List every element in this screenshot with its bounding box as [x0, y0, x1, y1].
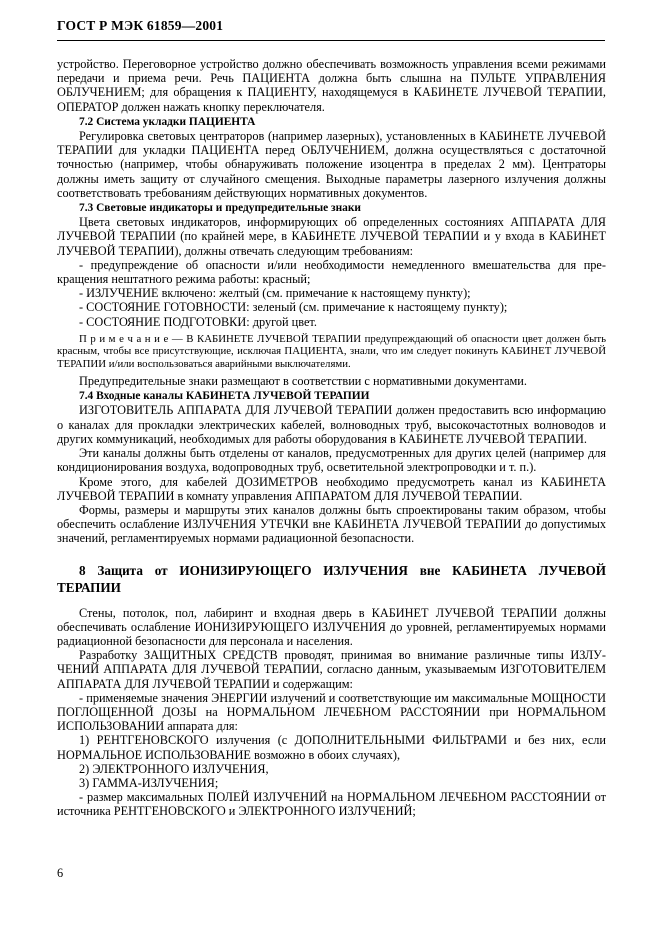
section-heading-7-3: 7.3 Световые индикаторы и предупредительные знаки — [79, 202, 361, 215]
paragraph: устройство. Переговорное устройство должно обеспечивать возможность управления всеми режимами передачи и приема речи. Речь ПАЦИЕНТА должна быть слышна на ПУЛЬТЕ УПРАВЛЕНИЯ ОБЛУЧЕНИЕМ; для обращения к ПАЦИЕНТУ, находящемуся в КАБИНЕТЕ ЛУЧЕВОЙ ТЕРАПИИ, ОПЕРАТОР должен нажать кнопку переключателя. — [57, 57, 606, 114]
paragraph: Стены, потолок, пол, лабиринт и входная дверь в КАБИНЕТ ЛУЧЕВОЙ ТЕРАПИИ должны обеспечивать ослабление ИОНИЗИРУЮЩЕГО ИЗЛУЧЕНИЯ до уровней, регламентируемых нормами радиационной безопасности для персонала и населения. — [57, 605, 606, 648]
list-item: - размер максимальных ПОЛЕЙ ИЗЛУЧЕНИЙ на НОРМАЛЬНОМ ЛЕЧЕБНОМ РАССТОЯНИИ от источника РЕНТГЕНОВСКОГО и ЭЛЕКТРОННОГО ИЗЛУЧЕНИЙ; — [57, 790, 606, 819]
paragraph: Цвета световых индикаторов, информирующих об определенных состояниях АППАРАТА ДЛЯ ЛУЧЕВОЙ ТЕРАПИИ (по крайней мере, в КАБИНЕТЕ ЛУЧЕВОЙ ТЕРАПИИ и у входа в КАБИНЕТ ЛУЧЕВОЙ ТЕРАПИИ), должны отвечать следующим требованиям: — [57, 215, 606, 258]
note-block: П р и м е ч а н и е — В КАБИНЕТЕ ЛУЧЕВОЙ ТЕРАПИИ предупреждающий об опасности цвет должен быть красным, чтобы все присутствующие, исключая ПАЦИЕНТА, знали, что им следует покинуть КАБИНЕТ ЛУЧЕВОЙ ТЕРАПИИ и/или воспользоваться аварийными выключателями. — [57, 332, 606, 370]
list-item: 2) ЭЛЕКТРОННОГО ИЗЛУЧЕНИЯ, — [79, 761, 269, 776]
paragraph: Формы, размеры и маршруты этих каналов должны быть спроектированы таким образом, чтобы обеспечить ослабление ИЗЛУЧЕНИЯ УТЕЧКИ вне КАБИНЕТА ЛУЧЕВОЙ ТЕРАПИИ до допустимых значений, регламентируемых нормами радиационной безопасности. — [57, 502, 606, 546]
header-rule — [57, 40, 605, 41]
paragraph: Регулировка световых центраторов (например лазерных), установленных в КАБИНЕТЕ ЛУЧЕВОЙ ТЕРАПИИ для укладки ПАЦИЕНТА перед ОБЛУЧЕНИЕМ, должна осуществляться с достаточной точностью (например, чтобы обнаруживать положение изоцентра в пределах 2 мм). Центраторы должны иметь защиту от случайного смещения. Выходные параметры лазерного излучения должны соответствовать требованиям действующих нормативных документов. — [57, 129, 606, 200]
section-heading-7-2: 7.2 Система укладки ПАЦИЕНТА — [79, 115, 256, 128]
list-item: 1) РЕНТГЕНОВСКОГО излучения (с ДОПОЛНИТЕЛЬНЫМИ ФИЛЬТРАМИ и без них, если НОРМАЛЬНОЕ ИСПОЛЬЗОВАНИЕ возможно в обоих случаях), — [57, 733, 606, 762]
list-item: 3) ГАММА-ИЗЛУЧЕНИЯ; — [79, 775, 219, 790]
paragraph: ИЗГОТОВИТЕЛЬ АППАРАТА ДЛЯ ЛУЧЕВОЙ ТЕРАПИИ должен предоставить всю информацию о каналах для прокладки электрических кабелей, волноводных труб, высокочастотных волноводов и других коммуникаций, необходимых для работы оборудования в КАБИНЕТЕ ЛУЧЕВОЙ ТЕРАПИИ. — [57, 403, 606, 446]
list-item: - СОСТОЯНИЕ ПОДГОТОВКИ: другой цвет. — [79, 314, 317, 329]
page-number: 6 — [57, 866, 64, 880]
list-item: - ИЗЛУЧЕНИЕ включено: желтый (см. примечание к настоящему пункту); — [79, 286, 471, 301]
section-heading-7-4: 7.4 Входные каналы КАБИНЕТА ЛУЧЕВОЙ ТЕРАПИИ — [79, 390, 370, 403]
paragraph: Предупредительные знаки размещают в соответствии с нормативными документами. — [79, 374, 527, 389]
paragraph: Кроме этого, для кабелей ДОЗИМЕТРОВ необходимо предусмотреть канал из КАБИНЕТА ЛУЧЕВОЙ ТЕРАПИИ в комнату управления АППАРАТОМ ДЛЯ ЛУЧЕВОЙ ТЕРАПИИ. — [57, 474, 606, 503]
page-header: ГОСТ Р МЭК 61859—2001 — [57, 18, 224, 33]
paragraph: Разработку ЗАЩИТНЫХ СРЕДСТВ проводят, принимая во внимание различные типы ИЗЛУЧЕНИЙ АППАРАТА ДЛЯ ЛУЧЕВОЙ ТЕРАПИИ, согласно данным, указываемым ИЗГОТОВИТЕЛЕМ АППАРАТА ДЛЯ ЛУЧЕВОЙ ТЕРАПИИ и содержащим: — [57, 648, 606, 691]
list-item: - СОСТОЯНИЕ ГОТОВНОСТИ: зеленый (см. примечание к настоящему пункту); — [79, 300, 508, 315]
document-body — [57, 57, 606, 819]
paragraph: - применяемые значения ЭНЕРГИИ излучений и соответствующие им максимальные МОЩНОСТИ ПОГЛОЩЕННОЙ ДОЗЫ на НОРМАЛЬНОМ ЛЕЧЕБНОМ РАССТОЯНИИ при НОРМАЛЬНОМ ИСПОЛЬЗОВАНИИ аппарата для: — [57, 690, 606, 734]
section-heading-8: 8 Защита от ИОНИЗИРУЮЩЕГО ИЗЛУЧЕНИЯ вне КАБИНЕТА ЛУЧЕВОЙ ТЕРАПИИ — [57, 562, 606, 595]
list-item: - предупреждение об опасности и/или необходимости немедленного вмешательства для прекращения нештатного режима работы: красный; — [57, 257, 606, 287]
paragraph: Эти каналы должны быть отделены от каналов, предусмотренных для других целей (например для кондиционирования воздуха, водопроводных труб, осветительной электропроводки и т. п.). — [57, 446, 606, 475]
